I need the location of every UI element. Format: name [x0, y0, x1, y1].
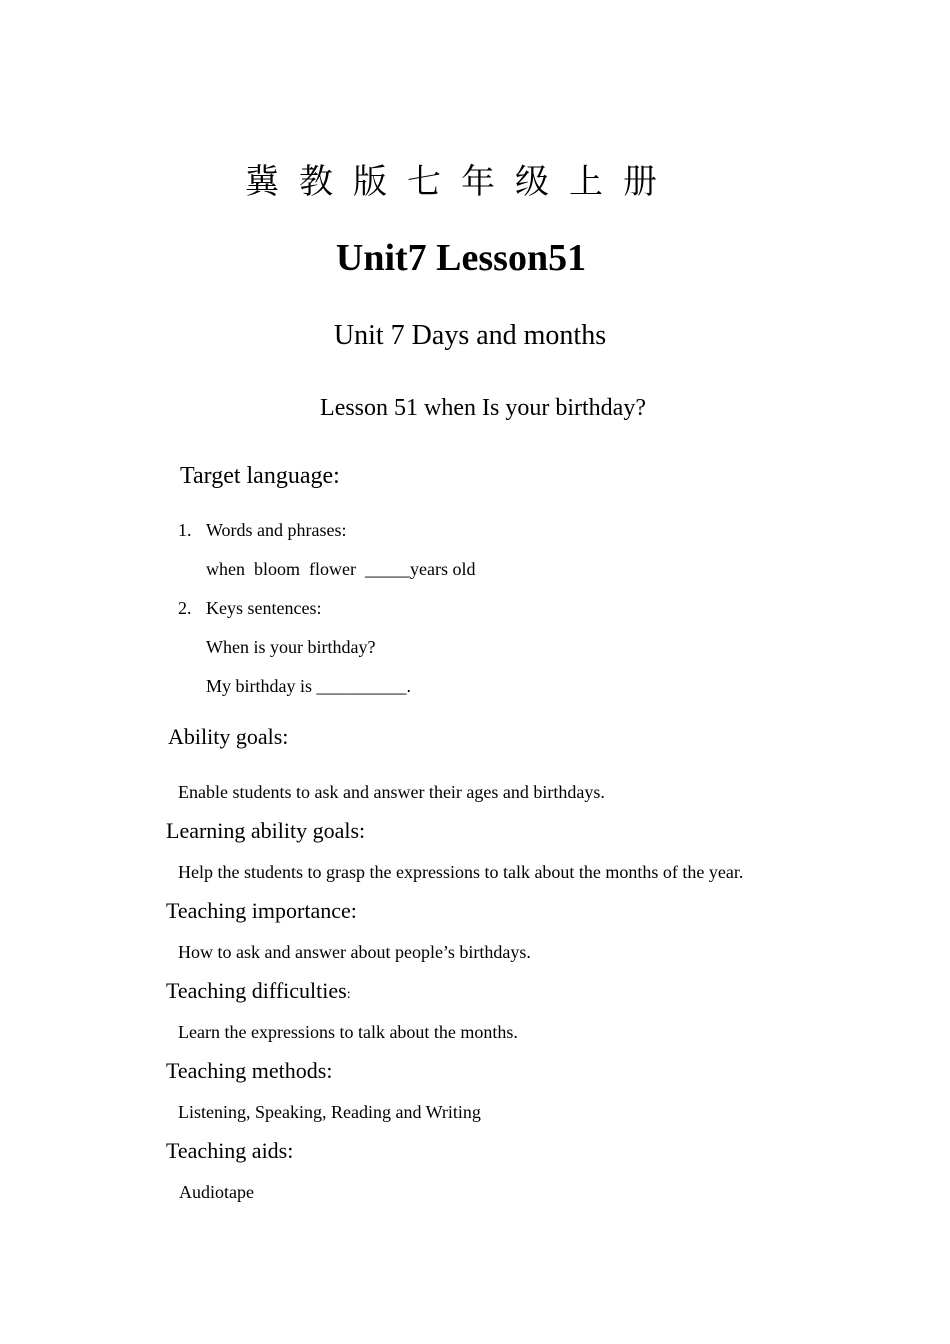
- teaching-importance-heading: Teaching importance:: [166, 898, 357, 923]
- key-sentence-line: My birthday is __________.: [206, 676, 411, 696]
- ability-goals-text: Enable students to ask and answer their ages and birthdays.: [178, 782, 605, 802]
- teaching-methods-text: Listening, Speaking, Reading and Writing: [178, 1102, 481, 1122]
- teaching-difficulties-heading-text: Teaching difficulties: [166, 978, 347, 1003]
- unit-subtitle: Unit 7 Days and months: [333, 320, 607, 351]
- teaching-importance-text: How to ask and answer about people’s birthdays.: [178, 942, 531, 962]
- lesson-subtitle: Lesson 51 when Is your birthday?: [320, 395, 646, 421]
- words-phrases-line: when bloom flower _____years old: [206, 559, 476, 579]
- list-item-number: 2.: [178, 598, 192, 618]
- key-sentences-label: Keys sentences:: [206, 598, 322, 618]
- learning-ability-goals-text: Help the students to grasp the expressions to talk about the months of the year.: [178, 862, 744, 882]
- teaching-aids-heading: Teaching aids:: [166, 1138, 294, 1163]
- list-item-number: 1.: [178, 520, 192, 540]
- heading-colon: :: [346, 987, 351, 1002]
- teaching-methods-heading: Teaching methods:: [166, 1058, 333, 1083]
- ability-goals-heading: Ability goals:: [168, 724, 289, 749]
- target-language-heading: Target language:: [180, 463, 340, 489]
- key-sentence-line: When is your birthday?: [206, 637, 376, 657]
- unit-title: Unit7 Lesson51: [335, 237, 587, 279]
- teaching-difficulties-heading: [166, 976, 351, 1010]
- teaching-difficulties-text: Learn the expressions to talk about the months.: [178, 1022, 518, 1042]
- chinese-title: 冀教版七年级上册: [245, 162, 677, 202]
- learning-ability-goals-heading: Learning ability goals:: [166, 818, 366, 843]
- teaching-aids-text: Audiotape: [179, 1182, 254, 1202]
- words-phrases-label: Words and phrases:: [206, 520, 347, 540]
